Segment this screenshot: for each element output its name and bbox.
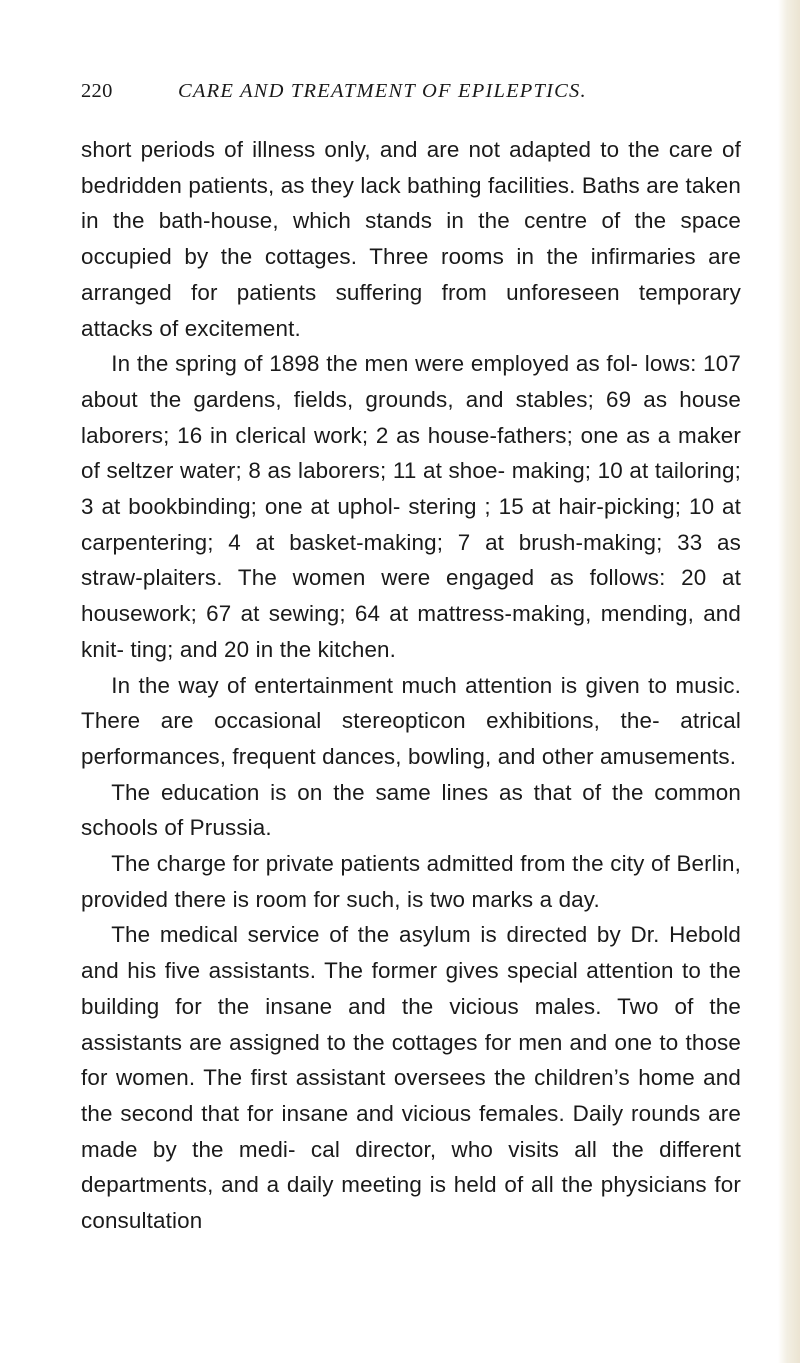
page-edge-shading xyxy=(778,0,800,1363)
paragraph-charges: The charge for private patients admitted from the city of Berlin, provided there is room for such, is two marks a day. xyxy=(81,851,741,912)
body-text xyxy=(81,132,741,1239)
running-header-title: CARE AND TREATMENT OF EPILEPTICS. xyxy=(178,80,587,102)
paragraph-medical-service: The medical service of the asylum is directed by Dr. Hebold and his five assistants. The former gives special attention to the building for the insane and the vicious males. Two of the assistants are assigned to the cottages for men and one to those for women. The first assistant oversees the children’s home and the second that for insane and vicious females. Daily rounds are made by the medi- cal director, who visits all the different departments, and a daily meeting is held of all the physicians for consultation xyxy=(81,922,741,1234)
paragraph-education: The education is on the same lines as that of the common schools of Prussia. xyxy=(81,779,741,841)
paragraph-employment: In the spring of 1898 the men were employed as fol- lows: 107 about the gardens, fields, grounds, and stables; 69 as house laborers; 16 in clerical work; 2 as house-fathers; one as a maker of seltzer water; 8 as laborers; 11 at shoe- making; 10 at tailoring; 3 at bookbinding; one at uphol- stering ; 15 at hair-picking; 10 at carpentering; 4 at basket-making; 7 at brush-making; 33 as straw-plaiters. The women were engaged as follows: 20 at housework; 67 at sewing; 64 at mattress-making, mending, and knit- ting; and 20 in the kitchen. xyxy=(81,351,741,662)
running-header xyxy=(81,80,736,120)
page-number: 220 xyxy=(81,80,113,102)
paragraph-entertainment: In the way of entertainment much attention is given to music. There are occasional stereopticon exhibitions, the- atrical performances, frequent dances, bowling, and other amusements. xyxy=(81,672,741,769)
paragraph-continuation: short periods of illness only, and are not adapted to the care of bedridden patients, as they lack bathing facilities. Baths are taken in the bath-house, which stands in the centre of the space occupied by the cottages. Three rooms in the infirmaries are arranged for patients suffering from unforeseen temporary attacks of excitement. xyxy=(81,137,741,341)
